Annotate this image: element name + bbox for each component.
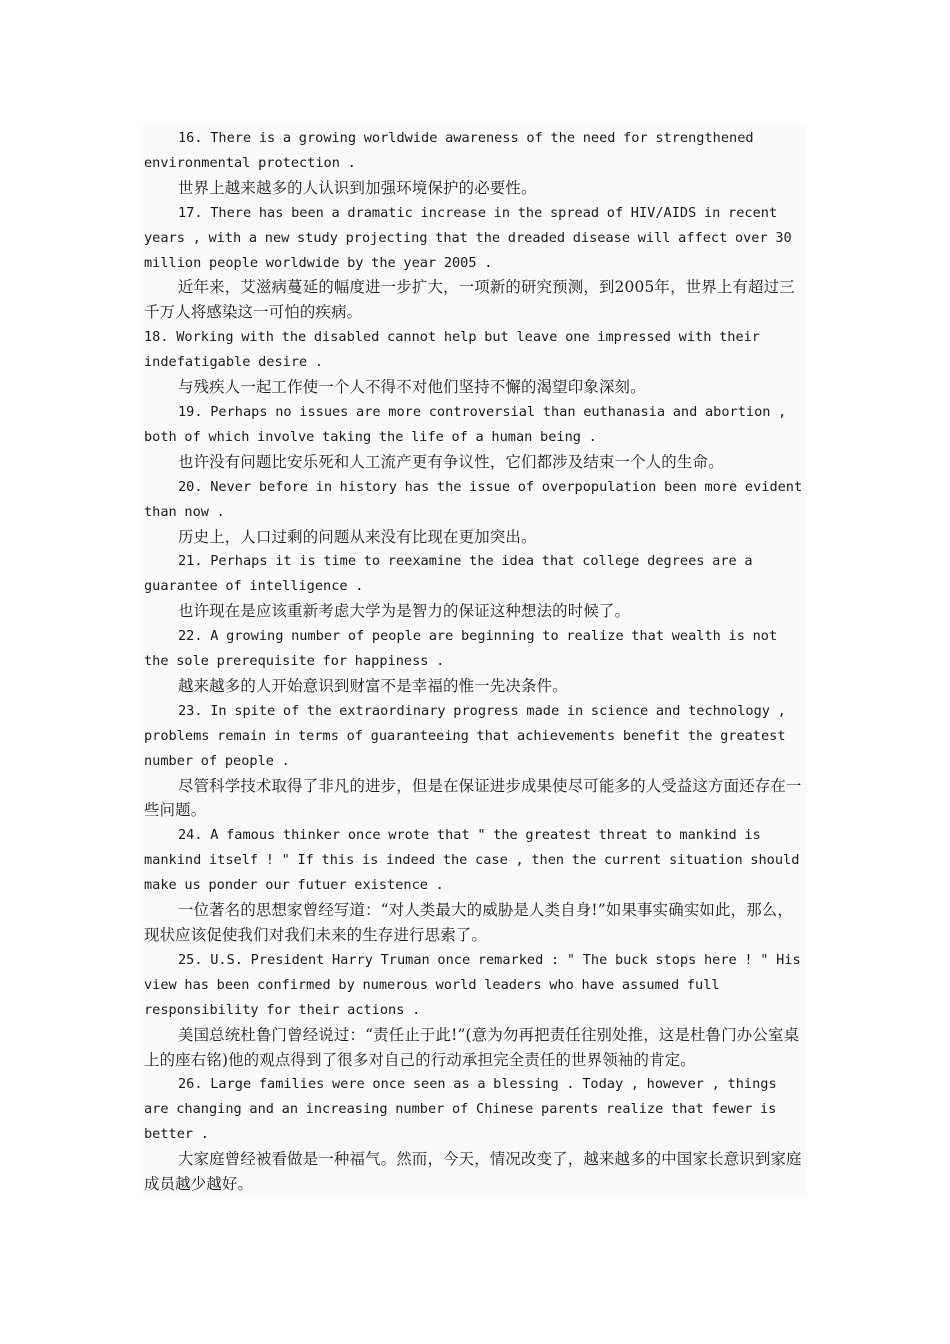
sentence-19-chinese: 也许没有问题比安乐死和人工流产更有争议性，它们都涉及结束一个人的生命。 <box>178 452 724 471</box>
sentence-23-english: 23. In spite of the extraordinary progress made in science and technology , problems remain in terms of guaranteeing that achievements benefit the greatest number of people . <box>144 702 786 769</box>
document-body <box>144 126 808 1197</box>
sentence-20-english: 20. Never before in history has the issue of overpopulation been more evident than now . <box>144 478 803 520</box>
sentence-22-english: 22. A growing number of people are beginning to realize that wealth is not the sole prerequisite for happiness . <box>144 628 778 670</box>
sentence-21-chinese: 也许现在是应该重新考虑大学为是智力的保证这种想法的时候了。 <box>178 602 631 621</box>
sentence-24-english: 24. A famous thinker once wrote that " the greatest threat to mankind is mankind itself ! " If this is indeed the case , then the current situation should make us ponder our futuer existence . <box>144 827 800 894</box>
sentence-17-english: 17. There has been a dramatic increase in the spread of HIV/AIDS in recent years , with a new study projecting that the dreaded disease will affect over 30 million people worldwide by the year 2005 . <box>144 204 792 271</box>
sentence-24-chinese: 一位著名的思想家曾经写道：“对人类最大的威胁是人类自身!”如果事实确实如此，那么，现状应该促使我们对我们未来的生存进行思索了。 <box>144 901 793 944</box>
sentence-16-english: 16. There is a growing worldwide awareness of the need for strengthened environmental protection . <box>144 130 754 171</box>
sentence-25-chinese: 美国总统杜鲁门曾经说过：“责任止于此!”(意为勿再把责任往别处推，这是杜鲁门办公室桌上的座右铭)他的观点得到了很多对自己的行动承担完全责任的世界领袖的肯定。 <box>144 1025 800 1069</box>
sentence-16-chinese: 世界上越来越多的人认识到加强环境保护的必要性。 <box>178 178 537 197</box>
sentence-18-chinese: 与残疾人一起工作使一个人不得不对他们坚持不懈的渴望印象深刻。 <box>178 378 646 397</box>
sentence-20-chinese: 历史上，人口过剩的问题从来没有比现在更加突出。 <box>178 527 537 546</box>
sentence-21-english: 21. Perhaps it is time to reexamine the idea that college degrees are a guarantee of intelligence . <box>144 553 753 595</box>
sentence-23-chinese: 尽管科学技术取得了非凡的进步，但是在保证进步成果使尽可能多的人受益这方面还存在一些问题。 <box>144 776 802 820</box>
sentence-26-english: 26. Large families were once seen as a blessing . Today , however , things are changing and an increasing number of Chinese parents realize that fewer is better . <box>144 1076 777 1143</box>
sentence-25-english: 25. U.S. President Harry Truman once remarked : " The buck stops here ! " His view has been confirmed by numerous world leaders who have assumed full responsibility for their actions . <box>144 951 801 1018</box>
sentence-26-chinese: 大家庭曾经被看做是一种福气。然而，今天，情况改变了，越来越多的中国家长意识到家庭成员越少越好。 <box>144 1150 802 1194</box>
sentence-17-chinese: 近年来，艾滋病蔓延的幅度进一步扩大，一项新的研究预测，到2005年，世界上有超过三千万人将感染这一可怕的疾病。 <box>144 278 795 322</box>
sentence-18-english: 18. Working with the disabled cannot help but leave one impressed with their indefatigable desire . <box>144 329 760 371</box>
sentence-19-english: 19. Perhaps no issues are more controversial than euthanasia and abortion , both of which involve taking the life of a human being . <box>144 403 787 445</box>
sentence-22-chinese: 越来越多的人开始意识到财富不是幸福的惟一先决条件。 <box>178 676 568 695</box>
